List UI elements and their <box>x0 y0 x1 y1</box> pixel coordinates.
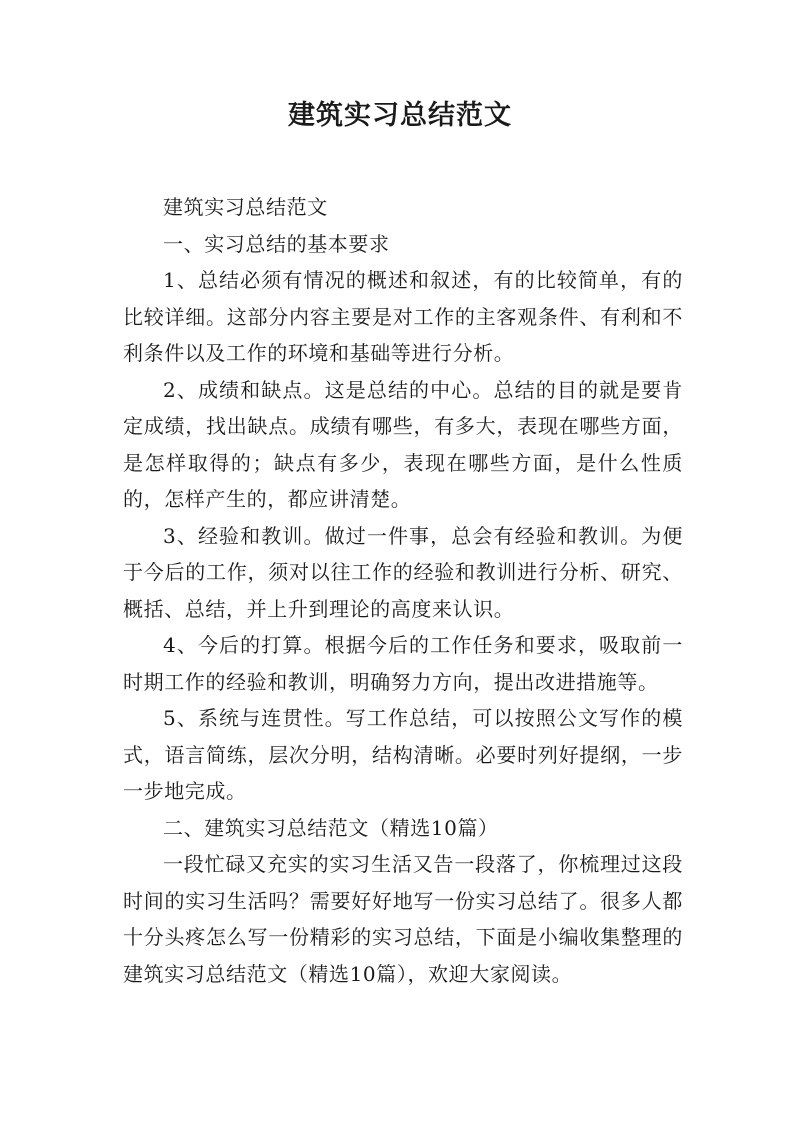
paragraph-section-heading-1: 一、实习总结的基本要求 <box>163 231 390 256</box>
paragraph-item-4: 4、今后的打算。根据今后的工作任务和要求，吸取前一时期工作的经验和教训，明确努力方向，提出改进措施等。 <box>123 633 683 694</box>
document-body <box>123 189 683 992</box>
paragraph-item-2: 2、成绩和缺点。这是总结的中心。总结的目的就是要肯定成绩，找出缺点。成绩有哪些，有多大，表现在哪些方面，是怎样取得的；缺点有多少，表现在哪些方面，是什么性质的，怎样产生的，都应讲清楚。 <box>123 377 683 511</box>
paragraph-item-5: 5、系统与连贯性。写工作总结，可以按照公文写作的模式，语言简练，层次分明，结构清晰。必要时列好提纲，一步一步地完成。 <box>123 706 683 803</box>
paragraph-section-heading-2: 二、建筑实习总结范文（精选10篇） <box>163 815 499 840</box>
paragraph-intro: 一段忙碌又充实的实习生活又告一段落了，你梳理过这段时间的实习生活吗？需要好好地写一份实习总结了。很多人都十分头疼怎么写一份精彩的实习总结，下面是小编收集整理的建筑实习总结范文（精选10篇），欢迎大家阅读。 <box>123 852 683 986</box>
paragraph-item-3: 3、经验和教训。做过一件事，总会有经验和教训。为便于今后的工作，须对以往工作的经验和教训进行分析、研究、概括、总结，并上升到理论的高度来认识。 <box>123 523 683 621</box>
paragraph-subtitle: 建筑实习总结范文 <box>163 195 328 219</box>
page-title: 建筑实习总结范文 <box>288 100 512 131</box>
paragraph-item-1: 1、总结必须有情况的概述和叙述，有的比较简单，有的比较详细。这部分内容主要是对工作的主客观条件、有利和不利条件以及工作的环境和基础等进行分析。 <box>123 268 683 365</box>
